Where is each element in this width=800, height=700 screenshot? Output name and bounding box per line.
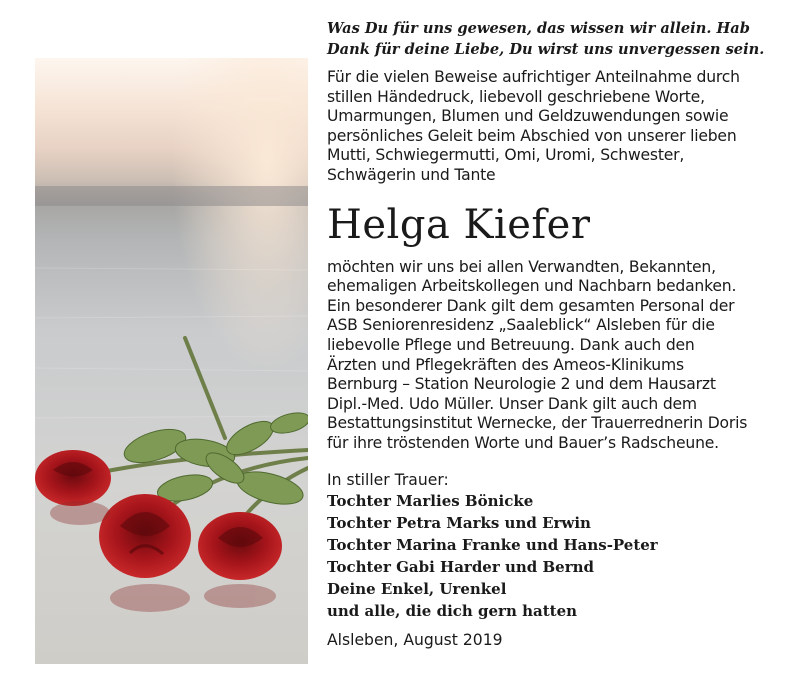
- obituary-text: [327, 18, 775, 650]
- mourning-label: In stiller Trauer:: [327, 470, 449, 489]
- memorial-motto: Was Du für uns gewesen, das wissen wir allein. Hab Dank für deine Liebe, Du wirst uns unvergessen sein.: [327, 20, 765, 58]
- mourner-entry: und alle, die dich gern hatten: [327, 601, 578, 620]
- mourner-entry: Tochter Petra Marks und Erwin: [327, 513, 591, 532]
- mourner-entry: Deine Enkel, Urenkel: [327, 579, 507, 598]
- mourner-entry: Tochter Marina Franke und Hans-Peter: [327, 535, 658, 554]
- mourners-list: [327, 490, 775, 622]
- roses-on-water-photo: [35, 58, 308, 664]
- mourner-entry: Tochter Gabi Harder und Bernd: [327, 557, 595, 576]
- place-date: Alsleben, August 2019: [327, 630, 503, 649]
- deceased-name: Helga Kiefer: [327, 201, 591, 248]
- thanks-body: möchten wir uns bei allen Verwandten, Bekannten, ehemaligen Arbeitskollegen und Nachbarn bedanken. Ein besonderer Dank gilt dem gesamten Personal der ASB Seniorenresidenz „Saaleblick“ Alsleben für die liebevolle Pflege und Betreuung. Dank auch den Ärzten und Pflegekräften des Ameos-Klinikums Bernburg – Station Neurologie 2 und dem Hausarzt Dipl.-Med. Udo Müller. Unser Dank gilt auch dem Bestattungsinstitut Wernecke, der Trauerrednerin Doris für ihre tröstenden Worte und Bauer’s Radscheune.: [327, 257, 748, 452]
- mourner-entry: Tochter Marlies Bönicke: [327, 491, 534, 510]
- thanks-intro: Für die vielen Beweise aufrichtiger Anteilnahme durch stillen Händedruck, liebevoll geschriebene Worte, Umarmungen, Blumen und Geldzuwendungen sowie persönliches Geleit beim Abschied von unserer lieben Mutti, Schwiegermutti, Omi, Uromi, Schwester, Schwägerin und Tante: [327, 68, 740, 184]
